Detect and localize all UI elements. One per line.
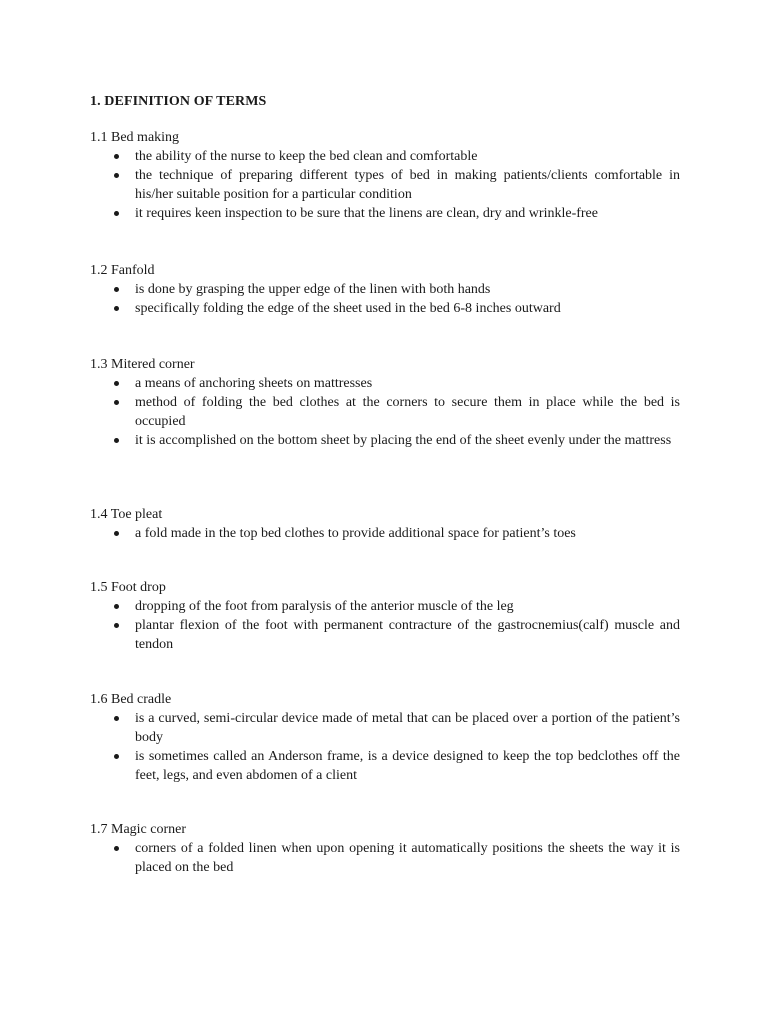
bullet-icon <box>114 754 119 759</box>
bullet-list <box>90 280 680 318</box>
bullet-icon <box>114 604 119 609</box>
list-item: method of folding the bed clothes at the corners to secure them in place while the bed is occupied <box>90 393 680 431</box>
bullet-icon <box>114 400 119 405</box>
list-item: is done by grasping the upper edge of the linen with both hands <box>90 280 680 299</box>
list-item: plantar flexion of the foot with permanent contracture of the gastrocnemius(calf) muscle and tendon <box>90 616 680 654</box>
bullet-list <box>90 374 680 450</box>
bullet-icon <box>114 173 119 178</box>
list-item: specifically folding the edge of the sheet used in the bed 6-8 inches outward <box>90 299 680 318</box>
bullet-list <box>90 709 680 785</box>
section-bed-making <box>90 128 680 223</box>
section-heading: 1.1 Bed making <box>90 130 180 145</box>
bullet-icon <box>114 716 119 721</box>
bullet-icon <box>114 623 119 628</box>
list-item: corners of a folded linen when upon opening it automatically positions the sheets the way it is placed on the bed <box>90 839 680 877</box>
section-mitered-corner <box>90 355 680 450</box>
section-fanfold <box>90 261 680 318</box>
bullet-icon <box>114 438 119 443</box>
list-item: the technique of preparing different types of bed in making patients/clients comfortable in his/her suitable position for a particular condition <box>90 166 680 204</box>
section-heading: 1.4 Toe pleat <box>90 507 163 522</box>
bullet-icon <box>114 211 119 216</box>
section-heading: 1.5 Foot drop <box>90 580 166 595</box>
bullet-icon <box>114 381 119 386</box>
section-heading: 1.2 Fanfold <box>90 263 155 278</box>
list-item: it is accomplished on the bottom sheet by placing the end of the sheet evenly under the mattress <box>90 431 680 450</box>
section-heading: 1.3 Mitered corner <box>90 357 195 372</box>
section-magic-corner <box>90 820 680 877</box>
bullet-list <box>90 147 680 223</box>
section-bed-cradle <box>90 690 680 785</box>
bullet-list <box>90 839 680 877</box>
list-item: a fold made in the top bed clothes to provide additional space for patient’s toes <box>90 524 680 543</box>
bullet-icon <box>114 306 119 311</box>
list-item: a means of anchoring sheets on mattresses <box>90 374 680 393</box>
section-toe-pleat <box>90 505 680 543</box>
bullet-list <box>90 524 680 543</box>
bullet-icon <box>114 154 119 159</box>
section-heading: 1.6 Bed cradle <box>90 692 172 707</box>
section-foot-drop <box>90 578 680 654</box>
list-item: the ability of the nurse to keep the bed clean and comfortable <box>90 147 680 166</box>
bullet-icon <box>114 846 119 851</box>
bullet-icon <box>114 287 119 292</box>
section-heading: 1.7 Magic corner <box>90 822 187 837</box>
list-item: is a curved, semi-circular device made of metal that can be placed over a portion of the patient’s body <box>90 709 680 747</box>
list-item: dropping of the foot from paralysis of the anterior muscle of the leg <box>90 597 680 616</box>
bullet-list <box>90 597 680 654</box>
bullet-icon <box>114 531 119 536</box>
list-item: is sometimes called an Anderson frame, is a device designed to keep the top bedclothes off the feet, legs, and even abdomen of a client <box>90 747 680 785</box>
list-item: it requires keen inspection to be sure that the linens are clean, dry and wrinkle-free <box>90 204 680 223</box>
document-title: 1. DEFINITION OF TERMS <box>90 94 267 109</box>
